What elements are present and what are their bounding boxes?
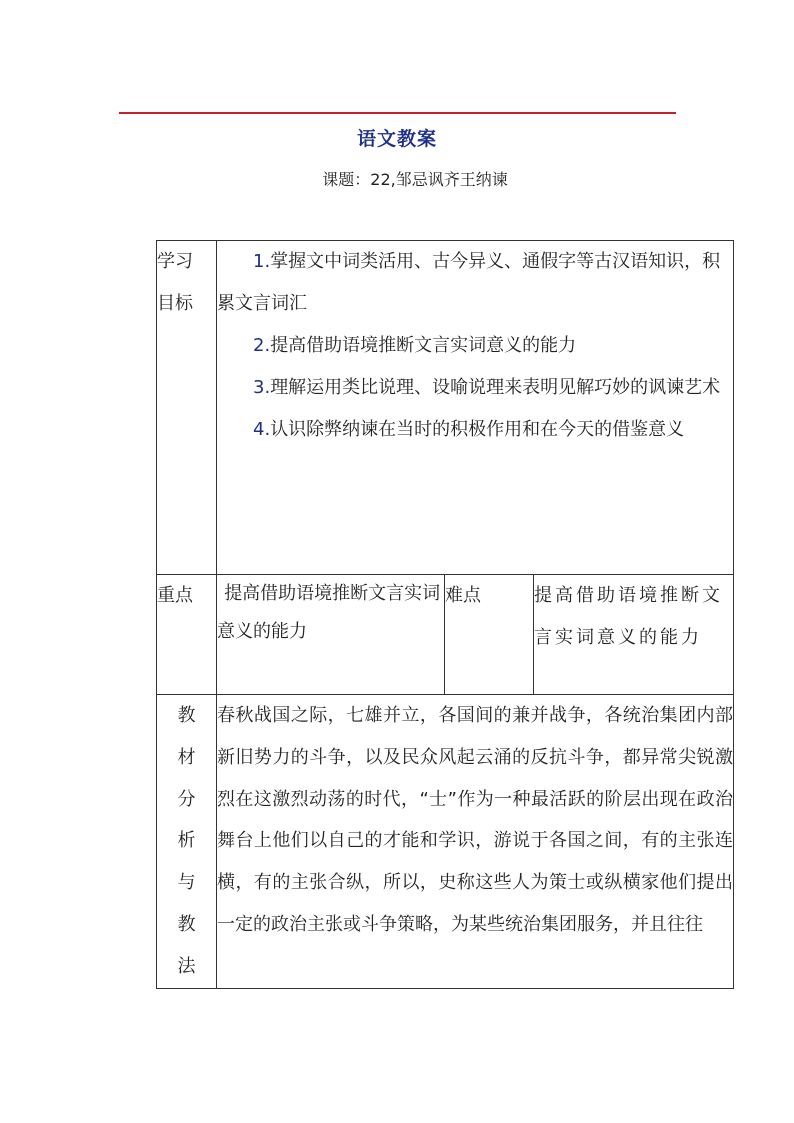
lesson-plan-table [156,240,734,989]
analysis-label-char: 法 [177,955,196,977]
analysis-row [157,695,734,989]
goals-row [157,241,734,575]
key-point-text: 提高借助语境推断文言实词意义的能力 [217,575,445,695]
goal-item [217,325,733,367]
goal-number: 4. [253,419,271,440]
analysis-label-cell [157,695,217,989]
analysis-label-char: 析 [177,830,196,852]
goal-item [217,367,733,409]
analysis-label-char: 教 [177,913,196,935]
document-title: 语文教案 [356,128,437,150]
difficulty-label: 难点 [445,575,534,695]
difficulty-text: 提高借助语境推断文言实词意义的能力 [534,575,734,695]
goal-item [217,241,733,325]
goals-label-cell [157,241,217,575]
header-rule [119,112,676,114]
key-point-label: 重点 [157,575,217,695]
goal-item [217,409,733,451]
analysis-label-char: 与 [177,872,196,894]
key-difficulty-row [157,575,734,695]
goal-number: 2. [253,335,271,356]
goals-label-line1: 学习 [157,251,193,272]
goal-number: 3. [253,377,271,398]
analysis-label-char: 材 [177,746,196,768]
lesson-subtitle: 课题：22,邹忌讽齐王纳谏 [322,170,508,189]
goals-label-line2: 目标 [157,293,193,314]
goal-number: 1. [253,251,271,272]
goal-text: 理解运用类比说理、设喻说理来表明见解巧妙的讽谏艺术 [270,377,721,398]
analysis-label-char: 教 [177,705,196,726]
analysis-label-char: 分 [177,788,196,810]
goal-text: 掌握文中词类活用、古今异义、通假字等古汉语知识，积累文言词汇 [217,251,721,314]
goal-text: 提高借助语境推断文言实词意义的能力 [270,335,577,356]
goals-content-cell [217,241,734,575]
goal-text: 认识除弊纳谏在当时的积极作用和在今天的借鉴意义 [270,419,685,440]
analysis-text: 春秋战国之际，七雄并立，各国间的兼并战争，各统治集团内部新旧势力的斗争，以及民众风起云涌的反抗斗争，都异常尖锐激烈在这激烈动荡的时代，“士”作为一种最活跃的阶层出现在政治舞台上他们以自己的才能和学识，游说于各国之间，有的主张连横，有的主张合纵，所以，史称这些人为策士或纵横家他们提出一定的政治主张或斗争策略，为某些统治集团服务，并且往往 [217,695,734,989]
